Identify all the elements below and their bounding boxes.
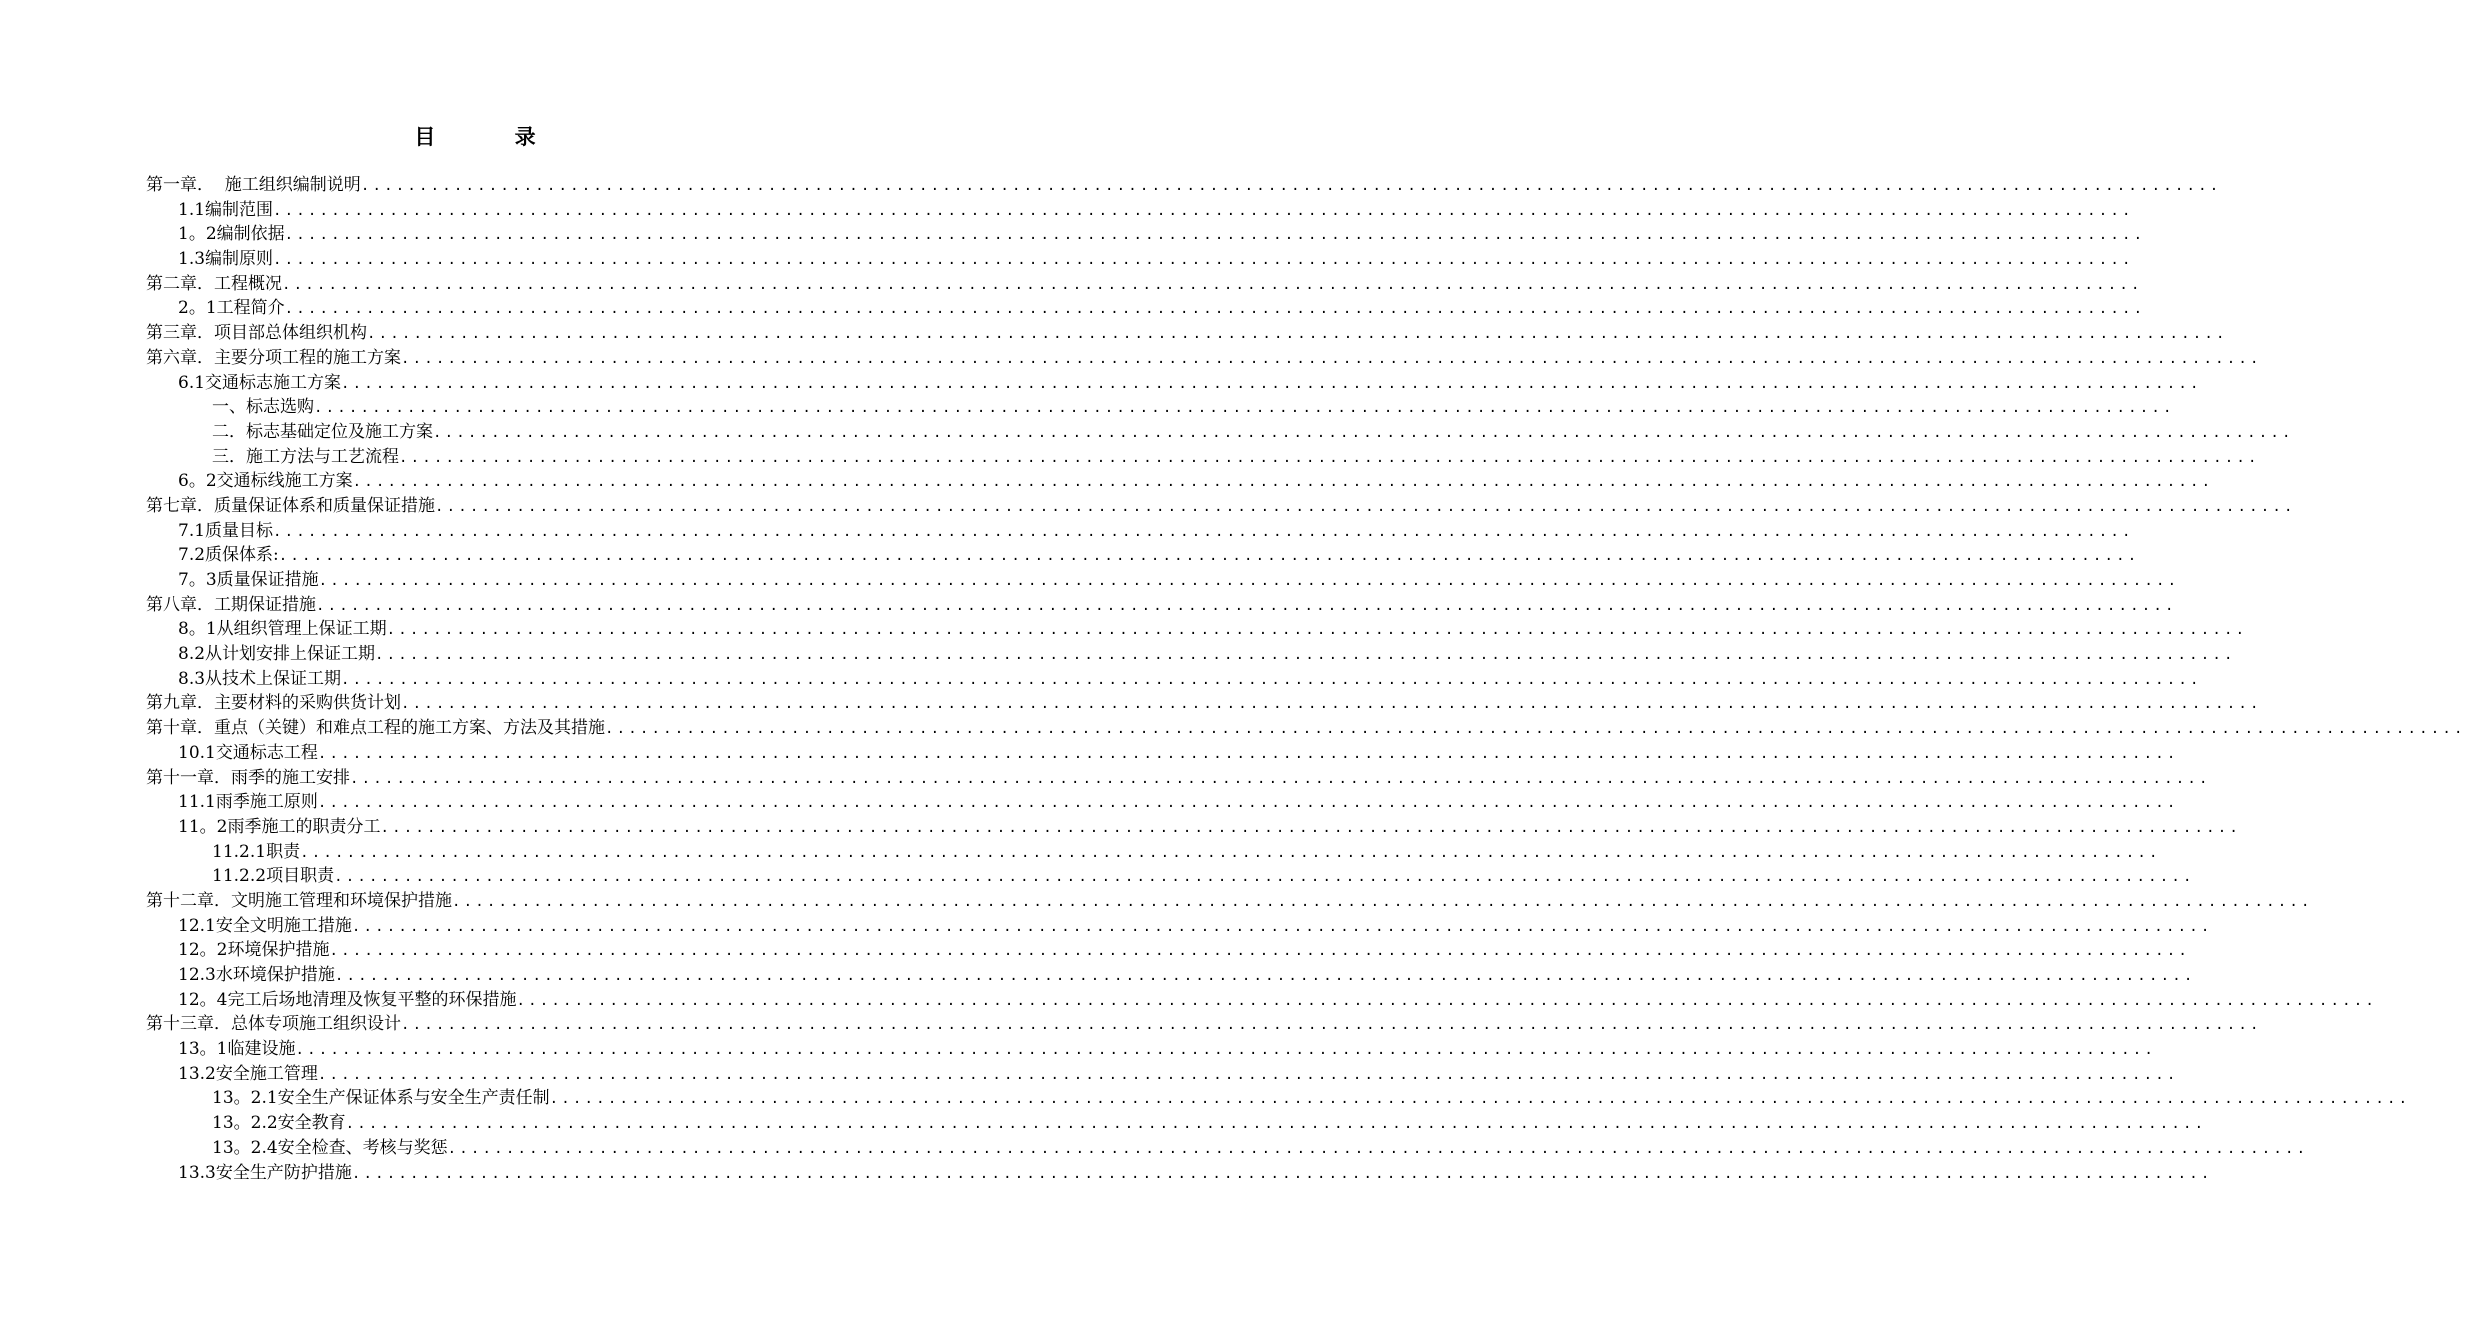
toc-dot-leader: ................................................................................................................................................................	[452, 893, 2313, 910]
toc-dot-leader: ................................................................................................................................................................	[549, 1091, 2411, 1108]
toc-entry[interactable]	[146, 617, 2248, 642]
toc-dot-leader: ................................................................................................................................................................	[284, 301, 2146, 318]
toc-dot-leader: ................................................................................................................................................................	[341, 671, 2202, 688]
toc-entry-text: 11。2雨季施工的职责分工	[178, 816, 381, 837]
toc-entry[interactable]	[146, 815, 2242, 840]
toc-entry[interactable]	[146, 247, 2134, 272]
toc-dot-leader: ................................................................................................................................................................	[447, 1140, 2309, 1157]
toc-entry[interactable]	[146, 963, 2196, 988]
toc-entry[interactable]	[146, 272, 2143, 297]
toc-dot-leader: ................................................................................................................................................................	[284, 227, 2146, 244]
toc-dot-leader: ................................................................................................................................................................	[401, 696, 2262, 713]
toc-entry-text: 13。1临建设施	[178, 1039, 296, 1060]
toc-entry[interactable]	[146, 766, 2211, 791]
toc-title: 目 录	[414, 124, 572, 149]
toc-dot-leader: ................................................................................................................................................................	[295, 1042, 2157, 1059]
toc-dot-leader: ................................................................................................................................................................	[401, 1017, 2262, 1034]
toc-dot-leader: ................................................................................................................................................................	[360, 178, 2222, 194]
toc-entry[interactable]	[146, 198, 2134, 223]
toc-entry[interactable]	[146, 914, 2213, 939]
toc-entry-text: 7。3质量保证措施	[178, 570, 319, 590]
toc-dot-leader: ................................................................................................................................................................	[334, 968, 2196, 984]
toc-dot-leader: ................................................................................................................................................................	[278, 548, 2140, 565]
toc-dot-leader: ................................................................................................................................................................	[350, 770, 2211, 787]
toc-entry-text: 11.2.2项目职责	[212, 866, 335, 887]
toc-dot-leader: ................................................................................................................................................................	[316, 597, 2177, 614]
toc-entry[interactable]	[146, 1086, 2411, 1111]
toc-entry[interactable]	[146, 543, 2140, 568]
toc-entry[interactable]	[146, 840, 2161, 865]
toc-entry-text: 12。4完工后场地清理及恢复平整的环保措施	[178, 989, 517, 1010]
toc-entry-text: 一、标志选购	[212, 397, 314, 418]
toc-entry-text: 6.1交通标志施工方案	[178, 372, 342, 393]
toc-dot-leader: ................................................................................................................................................................	[273, 523, 2134, 540]
toc-entry[interactable]	[146, 642, 2236, 667]
toc-entry[interactable]	[146, 988, 2378, 1013]
toc-entry-text: 第十三章．总体专项施工组织设计	[146, 1014, 401, 1035]
toc-entry[interactable]	[146, 1136, 2309, 1161]
toc-entry[interactable]	[146, 1161, 2213, 1186]
toc-entry[interactable]	[146, 1111, 2207, 1136]
toc-dot-leader: ................................................................................................................................................................	[273, 252, 2134, 269]
toc-dot-leader: ................................................................................................................................................................	[329, 943, 2191, 960]
toc-entry-text: 13.2安全施工管理	[178, 1063, 318, 1084]
toc-entry-text: 1.1编制范围	[178, 199, 274, 220]
toc-dot-leader: ................................................................................................................................................................	[605, 721, 2466, 738]
toc-entry[interactable]	[146, 667, 2202, 692]
toc-dot-leader: ................................................................................................................................................................	[351, 918, 2213, 935]
toc-entry[interactable]	[146, 420, 2294, 445]
toc-entry[interactable]	[146, 519, 2134, 544]
toc-entry[interactable]	[146, 173, 2222, 198]
toc-entry-text: 第七章．质量保证体系和质量保证措施	[146, 495, 435, 516]
toc-entry[interactable]	[146, 741, 2179, 766]
toc-entry-text: 第一章． 施工组织编制说明	[146, 175, 361, 195]
toc-entry[interactable]	[146, 371, 2202, 396]
toc-entry[interactable]	[146, 864, 2195, 889]
toc-entry-text: 8.3从技术上保证工期	[178, 668, 342, 689]
toc-entry-text: 11.2.1职责	[212, 841, 301, 862]
toc-entry-text: 7.2质保体系:	[178, 545, 279, 566]
toc-entry[interactable]	[146, 395, 2175, 420]
toc-dot-leader: ................................................................................................................................................................	[433, 424, 2294, 441]
toc-dot-leader: ................................................................................................................................................................	[386, 622, 2248, 639]
toc-entry[interactable]	[146, 691, 2262, 716]
toc-dot-leader: ................................................................................................................................................................	[317, 745, 2179, 762]
toc-entry-text: 第八章．工期保证措施	[146, 594, 316, 615]
toc-dot-leader: ................................................................................................................................................................	[273, 202, 2134, 219]
toc-entry-text: 第二章．工程概况	[146, 273, 282, 294]
toc-entry-text: 1.3编制原则	[178, 249, 274, 270]
toc-entry[interactable]	[146, 445, 2260, 470]
toc-entry[interactable]	[146, 716, 2466, 741]
toc-entry-text: 11.1雨季施工原则	[178, 792, 318, 813]
toc-entry[interactable]	[146, 889, 2313, 914]
toc-dot-leader: ................................................................................................................................................................	[314, 400, 2175, 417]
toc-entry-text: 10.1交通标志工程	[178, 742, 318, 763]
toc-entry[interactable]	[146, 346, 2262, 371]
toc-dot-leader: ................................................................................................................................................................	[435, 498, 2296, 515]
toc-dot-leader: ................................................................................................................................................................	[380, 819, 2242, 836]
toc-entry-text: 12.1安全文明施工措施	[178, 915, 352, 936]
toc-dot-leader: ................................................................................................................................................................	[351, 1165, 2213, 1182]
toc-entry-text: 1。2编制依据	[178, 224, 285, 245]
toc-dot-leader: ................................................................................................................................................................	[345, 1116, 2207, 1133]
toc-entry-text: 第九章．主要材料的采购供货计划	[146, 693, 401, 714]
toc-entry-text: 12。2环境保护措施	[178, 940, 330, 961]
toc-entry[interactable]	[146, 790, 2179, 815]
toc-dot-leader: ................................................................................................................................................................	[401, 350, 2262, 367]
toc-entry[interactable]	[146, 469, 2214, 494]
toc-dot-leader: ................................................................................................................................................................	[318, 573, 2180, 589]
toc-entry-text: 三．施工方法与工艺流程	[212, 446, 399, 467]
toc-entry[interactable]	[146, 938, 2191, 963]
toc-entry[interactable]	[146, 568, 2180, 593]
toc-entry-text: 13。2.1安全生产保证体系与安全生产责任制	[212, 1088, 550, 1109]
toc-dot-leader: ................................................................................................................................................................	[352, 474, 2214, 491]
toc-dot-leader: ................................................................................................................................................................	[399, 449, 2260, 466]
toc-dot-leader: ................................................................................................................................................................	[375, 647, 2236, 664]
toc-list	[146, 173, 2466, 1185]
toc-entry-text: 12.3水环境保护措施	[178, 965, 335, 985]
toc-dot-leader: ................................................................................................................................................................	[367, 326, 2228, 343]
toc-entry-text: 13。2.2安全教育	[212, 1113, 346, 1134]
toc-entry-text: 第六章．主要分项工程的施工方案	[146, 347, 401, 368]
toc-entry-text: 二．标志基础定位及施工方案	[212, 421, 433, 442]
toc-dot-leader: ................................................................................................................................................................	[317, 795, 2179, 812]
toc-entry[interactable]	[146, 321, 2228, 346]
toc-dot-leader: ................................................................................................................................................................	[516, 992, 2378, 1009]
toc-entry[interactable]	[146, 1012, 2262, 1037]
toc-entry[interactable]	[146, 593, 2177, 618]
toc-entry[interactable]	[146, 296, 2146, 321]
toc-entry[interactable]	[146, 1062, 2179, 1087]
toc-entry-text: 13。2.4安全检查、考核与奖惩	[212, 1137, 448, 1158]
toc-entry-text: 第十二章．文明施工管理和环境保护措施	[146, 890, 452, 911]
toc-entry-text: 13.3安全生产防护措施	[178, 1162, 352, 1183]
toc-dot-leader: ................................................................................................................................................................	[282, 276, 2143, 293]
toc-entry-text: 第十章．重点（关键）和难点工程的施工方案、方法及其措施	[146, 718, 605, 739]
toc-entry-text: 6。2交通标线施工方案	[178, 471, 353, 492]
toc-entry-text: 7.1质量目标	[178, 520, 274, 541]
toc-entry-text: 第三章．项目部总体组织机构	[146, 323, 367, 344]
toc-dot-leader: ................................................................................................................................................................	[317, 1066, 2179, 1083]
toc-entry[interactable]	[146, 222, 2146, 247]
toc-entry-text: 8。1从组织管理上保证工期	[178, 619, 387, 640]
toc-entry[interactable]	[146, 1037, 2157, 1062]
toc-entry-text: 第十一章．雨季的施工安排	[146, 767, 350, 788]
toc-entry[interactable]	[146, 494, 2296, 519]
toc-entry-text: 8.2从计划安排上保证工期	[178, 644, 376, 665]
toc-dot-leader: ................................................................................................................................................................	[334, 869, 2195, 886]
toc-dot-leader: ................................................................................................................................................................	[300, 844, 2161, 861]
toc-entry-text: 2。1工程简介	[178, 298, 285, 319]
toc-dot-leader: ................................................................................................................................................................	[341, 375, 2202, 392]
